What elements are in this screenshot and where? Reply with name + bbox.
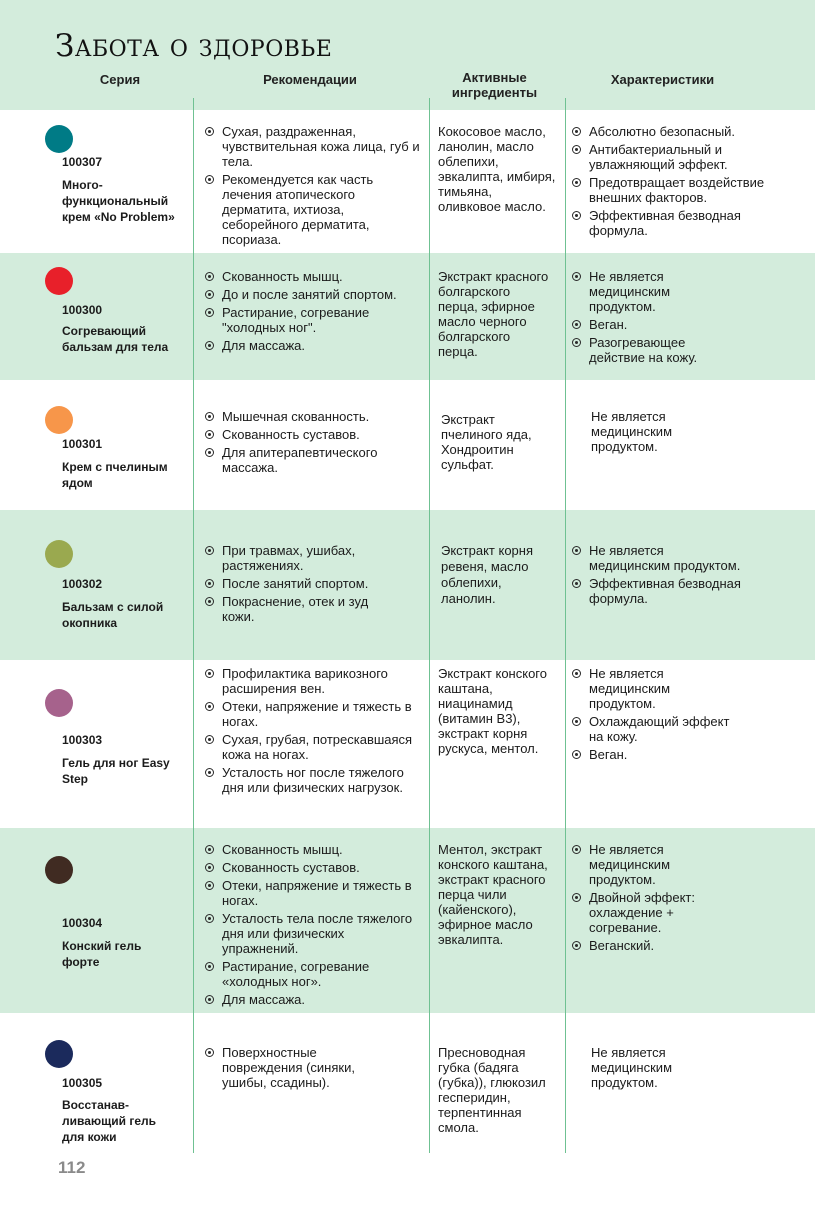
list-item-text: Не является медицинским продуктом. (589, 842, 671, 887)
list-item-text: Не является медицинским продуктом. (589, 269, 671, 314)
product-code: 100307 (62, 155, 103, 169)
list-item (205, 594, 400, 624)
color-dot (45, 856, 73, 884)
list-item-text: Разогревающее действие на кожу. (589, 335, 698, 365)
product-code: 100302 (62, 577, 103, 591)
list-item (572, 543, 742, 573)
bullet-icon (205, 579, 214, 588)
bullet-icon (205, 290, 214, 299)
product-row-100307 (0, 110, 815, 253)
bullet-icon (572, 178, 581, 187)
bullet-icon (572, 127, 581, 136)
bullet-icon (205, 1048, 214, 1057)
ingredients-text: Экстракт конского каштана, ниацинамид (витамин B3), экстракт корня рускуса, ментол. (438, 666, 547, 756)
column-header-series: Серия (99, 72, 141, 87)
list-item (205, 305, 420, 335)
list-item-text: Не является медицинским продуктом. (589, 543, 741, 573)
bullet-icon (205, 272, 214, 281)
column-header-recommendations: Рекомендации (263, 72, 357, 87)
bullet-icon (205, 735, 214, 744)
color-dot (45, 267, 73, 295)
list-item (205, 992, 420, 1007)
list-item (572, 175, 797, 205)
product-row-100300 (0, 253, 815, 380)
bullet-icon (205, 962, 214, 971)
bullet-icon (572, 717, 581, 726)
list-item-text: Абсолютно безопасный. (589, 124, 736, 139)
list-item (205, 699, 420, 729)
bullet-icon (205, 669, 214, 678)
list-item-text: Усталость ног после тяжелого дня или физических нагрузок. (222, 765, 404, 795)
list-item (572, 747, 732, 762)
bullet-icon (572, 845, 581, 854)
bullet-icon (205, 914, 214, 923)
column-header-ingredients-line1: Активные (462, 70, 527, 85)
list-item-text: Сухая, грубая, потрескавшаяся кожа на ногах. (222, 732, 413, 762)
recommendations-list (205, 666, 420, 798)
list-item (205, 911, 420, 956)
bullet-icon (572, 320, 581, 329)
bullet-icon (572, 669, 581, 678)
ingredients-text: Ментол, экстракт конского каштана, экстракт красного перца чили (кайенского), эфирное масло эвкалипта. (438, 842, 548, 947)
color-dot (45, 689, 73, 717)
color-dot (45, 540, 73, 568)
page-number: 112 (58, 1158, 86, 1177)
column-header-ingredients-line2: ингредиенты (451, 85, 538, 100)
list-item-text: Для массажа. (222, 992, 305, 1007)
list-item (205, 842, 420, 857)
list-item-text: Поверхностные повреждения (синяки, ушибы, ссадины). (222, 1045, 355, 1090)
list-item-text: Мышечная скованность. (222, 409, 370, 424)
list-item-text: Рекомендуется как часть лечения атопического дерматита, ихтиоза, себорейного дерматита, псориаза. (222, 172, 374, 247)
list-item-text: Покраснение, отек и зуд кожи. (222, 594, 369, 624)
list-item-text: Двойной эффект: охлаждение + согревание. (589, 890, 695, 935)
bullet-icon (572, 941, 581, 950)
list-item-text: Усталость тела после тяжелого дня или физических упражнений. (222, 911, 413, 956)
list-item (572, 124, 797, 139)
recommendations-list (205, 1045, 390, 1093)
product-code: 100305 (62, 1076, 103, 1090)
list-item (572, 938, 727, 953)
list-item-text: Веган. (589, 747, 628, 762)
list-item (572, 335, 727, 365)
list-item (572, 317, 727, 332)
ingredients-text: Экстракт корня ревеня, масло облепихи, ланолин. (441, 543, 534, 606)
bullet-icon (205, 845, 214, 854)
product-code: 100304 (62, 916, 103, 930)
bullet-icon (205, 597, 214, 606)
list-item-text: Скованность мышц. (222, 269, 343, 284)
list-item-text: После занятий спортом. (222, 576, 369, 591)
list-item-text: Отеки, напряжение и тяжесть в ногах. (222, 878, 412, 908)
bullet-icon (205, 127, 214, 136)
list-item (205, 287, 420, 302)
bullet-icon (205, 881, 214, 890)
product-name: Конский гель форте (62, 939, 142, 969)
bullet-icon (205, 308, 214, 317)
ingredients-text: Экстракт красного болгарского перца, эфирное масло черного болгарского перца. (438, 269, 549, 359)
product-code: 100303 (62, 733, 103, 747)
product-row-100302 (0, 510, 815, 660)
product-name: Согревающий бальзам для тела (62, 324, 169, 354)
list-item (572, 208, 797, 238)
features-text: Не является медицинским продуктом. (591, 409, 673, 454)
recommendations-list (205, 543, 400, 627)
list-item-text: Сухая, раздраженная, чувствительная кожа лица, губ и тела. (222, 124, 420, 169)
list-item (205, 427, 420, 442)
list-item (572, 269, 727, 314)
bullet-icon (572, 579, 581, 588)
features-list (572, 124, 797, 241)
list-item (205, 1045, 390, 1090)
bullet-icon (205, 702, 214, 711)
color-dot (45, 125, 73, 153)
recommendations-list (205, 409, 420, 478)
list-item (205, 860, 420, 875)
bullet-icon (572, 145, 581, 154)
list-item (205, 666, 420, 696)
bullet-icon (205, 175, 214, 184)
list-item-text: Скованность суставов. (222, 860, 360, 875)
page-title: Забота о здоровье (55, 28, 333, 64)
bullet-icon (205, 768, 214, 777)
list-item-text: Для апитерапевтического массажа. (222, 445, 378, 475)
recommendations-list (205, 124, 420, 250)
list-item (205, 124, 420, 169)
product-code: 100301 (62, 437, 103, 451)
list-item (205, 409, 420, 424)
list-item-text: Эффективная безводная формула. (589, 576, 741, 606)
list-item-text: Скованность суставов. (222, 427, 360, 442)
features-list (572, 666, 732, 765)
ingredients-text: Пресноводная губка (бадяга (губка)), глюкозил гесперидин, терпентинная смола. (438, 1045, 546, 1135)
list-item-text: Профилактика варикозного расширения вен. (222, 666, 388, 696)
column-header-ingredients (432, 70, 557, 100)
list-item-text: Предотвращает воздействие внешних факторов. (589, 175, 765, 205)
list-item (572, 890, 727, 935)
product-name: Гель для ног Easy Step (62, 756, 170, 786)
list-item-text: Веганский. (589, 938, 655, 953)
list-item (205, 878, 420, 908)
bullet-icon (205, 546, 214, 555)
product-name: Крем с пчелиным ядом (62, 460, 168, 490)
list-item (572, 842, 727, 887)
bullet-icon (205, 412, 214, 421)
list-item-text: Скованность мышц. (222, 842, 343, 857)
bullet-icon (205, 341, 214, 350)
product-name: Восстанав-ливающий гель для кожи (62, 1098, 157, 1144)
product-row-100304 (0, 828, 815, 1013)
list-item (205, 732, 420, 762)
bullet-icon (572, 750, 581, 759)
list-item-text: Охлаждающий эффект на кожу. (589, 714, 730, 744)
list-item-text: До и после занятий спортом. (222, 287, 397, 302)
column-header-features: Характеристики (610, 72, 715, 87)
list-item (205, 765, 420, 795)
bullet-icon (572, 272, 581, 281)
list-item (205, 959, 420, 989)
bullet-icon (205, 863, 214, 872)
list-item (205, 269, 420, 284)
list-item-text: При травмах, ушибах, растяжениях. (222, 543, 356, 573)
bullet-icon (572, 893, 581, 902)
ingredients-text: Экстракт пчелиного яда, Хондроитин сульфат. (441, 412, 532, 472)
list-item (205, 543, 400, 573)
list-item-text: Отеки, напряжение и тяжесть в ногах. (222, 699, 412, 729)
product-code: 100300 (62, 303, 103, 317)
list-item (572, 666, 732, 711)
list-item-text: Растирание, согревание «холодных ног». (222, 959, 370, 989)
list-item-text: Не является медицинским продуктом. (589, 666, 671, 711)
product-row-100303 (0, 660, 815, 828)
features-text: Не является медицинским продуктом. (591, 1045, 673, 1090)
bullet-icon (205, 430, 214, 439)
product-row-100301 (0, 380, 815, 510)
list-item (205, 338, 420, 353)
bullet-icon (572, 546, 581, 555)
features-list (572, 269, 727, 368)
list-item (205, 576, 400, 591)
list-item-text: Для массажа. (222, 338, 305, 353)
bullet-icon (205, 448, 214, 457)
recommendations-list (205, 269, 420, 356)
recommendations-list (205, 842, 420, 1010)
color-dot (45, 406, 73, 434)
list-item-text: Антибактериальный и увлажняющий эффект. (589, 142, 728, 172)
features-list (572, 543, 742, 609)
color-dot (45, 1040, 73, 1068)
bullet-icon (572, 211, 581, 220)
list-item (572, 714, 732, 744)
list-item (205, 172, 420, 247)
bullet-icon (205, 995, 214, 1004)
list-item-text: Эффективная безводная формула. (589, 208, 741, 238)
bullet-icon (572, 338, 581, 347)
product-name: Много-функциональный крем «No Problem» (62, 178, 175, 224)
list-item (205, 445, 420, 475)
list-item (572, 576, 742, 606)
list-item-text: Веган. (589, 317, 628, 332)
product-row-100305 (0, 1013, 815, 1153)
list-item-text: Растирание, согревание "холодных ног". (222, 305, 370, 335)
product-name: Бальзам с силой окопника (62, 600, 164, 630)
list-item (572, 142, 797, 172)
features-list (572, 842, 727, 956)
ingredients-text: Кокосовое масло, ланолин, масло облепихи, эвкалипта, имбиря, тимьяна, оливковое масло. (438, 124, 556, 214)
